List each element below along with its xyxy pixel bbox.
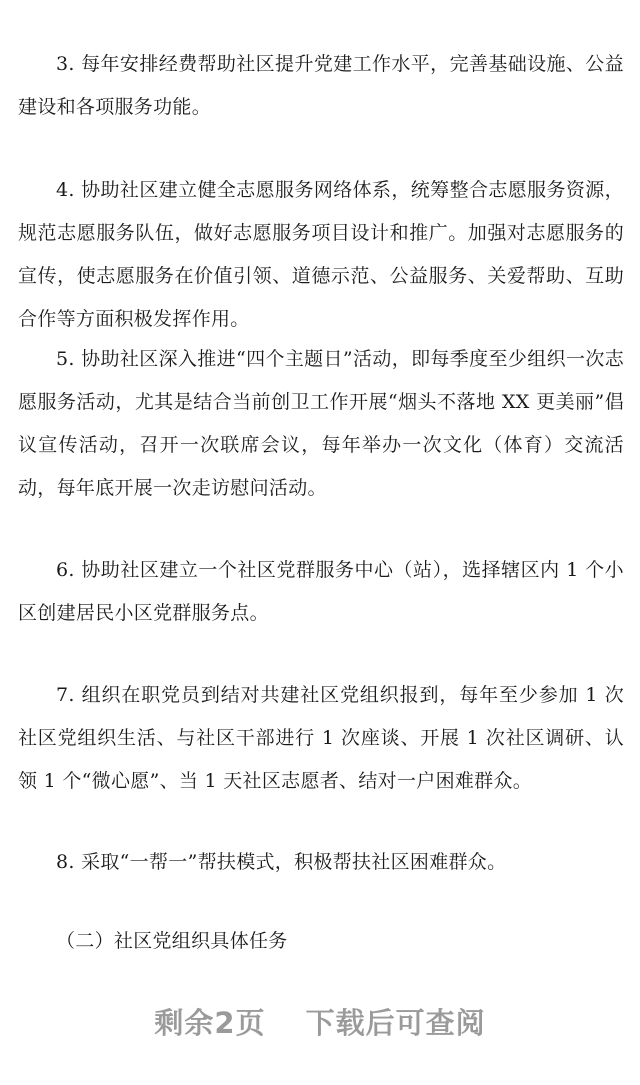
paragraph-item-8: 8. 采取“一帮一”帮扶模式，积极帮扶社区困难群众。 (56, 851, 507, 873)
paragraph-item-5: 5. 协助社区深入推进“四个主题日”活动，即每季度至少组织一次志愿服务活动，尤其是结合当前创卫工作开展“烟头不落地 XX 更美丽”倡议宣传活动，召开一次联席会议，每年举办一次文化（体育）交流活动，每年底开展一次走访慰问活动。 (18, 348, 624, 499)
download-prompt-banner[interactable] (0, 1000, 640, 1046)
paragraph-item-3: 3. 每年安排经费帮助社区提升党建工作水平，完善基础设施、公益建设和各项服务功能。 (18, 53, 624, 118)
paragraph-item-7: 7. 组织在职党员到结对共建社区党组织报到，每年至少参加 1 次社区党组织生活、与社区干部进行 1 次座谈、开展 1 次社区调研、认领 1 个“微心愿”、当 1 天社区志愿者、结对一户困难群众。 (18, 684, 624, 792)
paragraph-item-4: 4. 协助社区建立健全志愿服务网络体系，统筹整合志愿服务资源，规范志愿服务队伍，做好志愿服务项目设计和推广。加强对志愿服务的宣传，使志愿服务在价值引领、道德示范、公益服务、关爱帮助、互助合作等方面积极发挥作用。 (18, 179, 624, 330)
section-heading: （二）社区党组织具体任务 (56, 930, 288, 952)
remaining-pages-text: 剩余2页 (154, 1006, 266, 1040)
paragraph-item-6: 6. 协助社区建立一个社区党群服务中心（站），选择辖区内 1 个小区创建居民小区党群服务点。 (18, 559, 624, 624)
download-to-view-text: 下载后可查阅 (305, 1006, 486, 1040)
